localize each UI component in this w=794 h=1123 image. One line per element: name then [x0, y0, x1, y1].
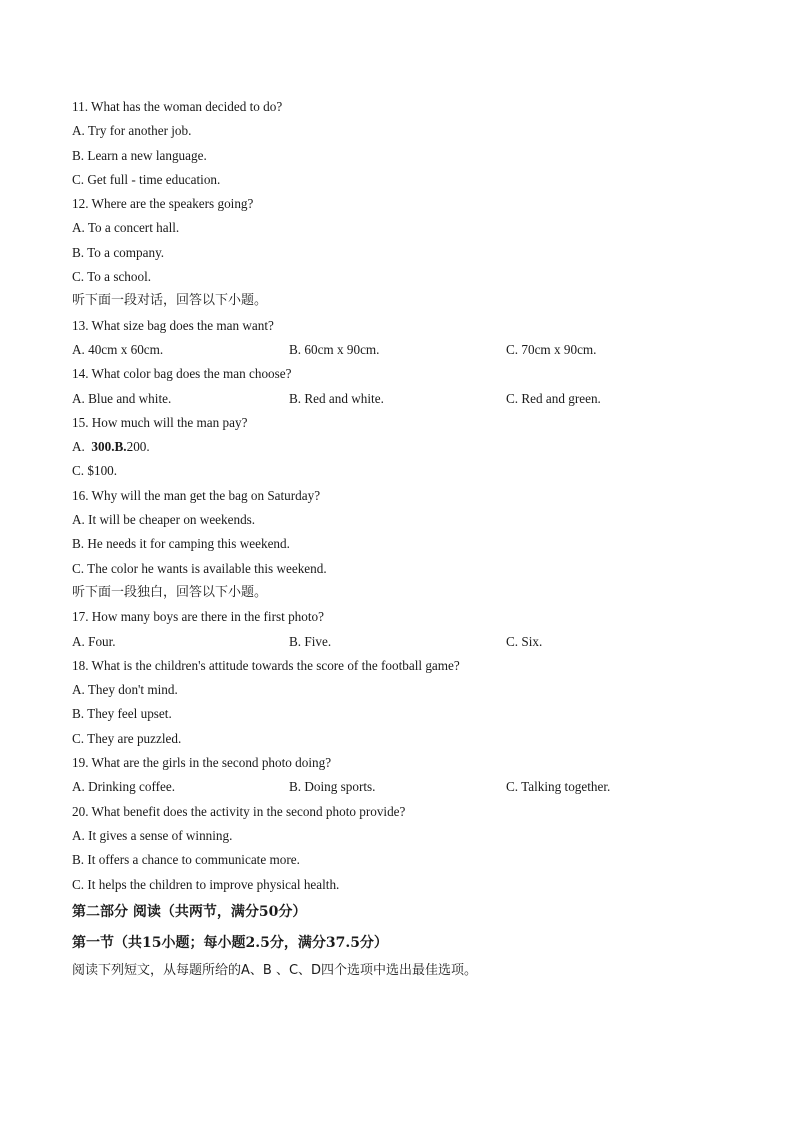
option-18a: A. They don't mind. — [72, 682, 178, 698]
question-13: 13. What size bag does the man want? — [72, 317, 274, 333]
option-14c: C. Red and green. — [506, 390, 601, 406]
option-12b: B. To a company. — [72, 244, 165, 260]
question-16: 16. Why will the man get the bag on Saturday? — [72, 487, 321, 503]
option-20c: C. It helps the children to improve physical health. — [72, 876, 340, 892]
option-18c: C. They are puzzled. — [72, 730, 182, 746]
options-14 — [72, 387, 732, 411]
option-14a: A. Blue and white. — [72, 390, 172, 406]
option-14b: B. Red and white. — [289, 390, 384, 406]
option-15ab — [72, 435, 732, 459]
option-17b: B. Five. — [289, 633, 332, 649]
question-15: 15. How much will the man pay? — [72, 414, 248, 430]
option-16c: C. The color he wants is available this weekend. — [72, 560, 327, 576]
option-15a-bold: 300.B. — [91, 439, 127, 455]
option-19a: A. Drinking coffee. — [72, 779, 176, 795]
question-18: 18. What is the children's attitude towards the score of the football game? — [72, 657, 460, 673]
option-20b: B. It offers a chance to communicate more. — [72, 852, 300, 868]
part2-title: 第二部分 阅读（共两节，满分50分） — [72, 903, 307, 920]
question-14: 14. What color bag does the man choose? — [72, 366, 292, 382]
option-15a-prefix: A. — [72, 439, 92, 455]
reading-instruction: 阅读下列短文，从每题所给的A、B 、C、D四个选项中选出最佳选项。 — [72, 962, 478, 978]
listening-instruction-dialogue: 听下面一段对话，回答以下小题。 — [72, 293, 268, 309]
option-17c: C. Six. — [506, 633, 543, 649]
question-19: 19. What are the girls in the second photo doing? — [72, 755, 332, 771]
exam-page — [72, 95, 732, 983]
question-12: 12. Where are the speakers going? — [72, 196, 254, 212]
option-12a: A. To a concert hall. — [72, 220, 180, 236]
option-17a: A. Four. — [72, 633, 116, 649]
option-13c: C. 70cm x 90cm. — [506, 341, 597, 357]
option-19c: C. Talking together. — [506, 779, 611, 795]
option-12c: C. To a school. — [72, 269, 152, 285]
options-19 — [72, 775, 732, 799]
question-11: 11. What has the woman decided to do? — [72, 99, 283, 114]
options-13 — [72, 338, 732, 362]
option-11b: B. Learn a new language. — [72, 147, 207, 163]
listening-instruction-monologue: 听下面一段独白，回答以下小题。 — [72, 584, 268, 600]
option-13a: A. 40cm x 60cm. — [72, 341, 164, 357]
option-15c: C. $100. — [72, 463, 118, 479]
option-13b: B. 60cm x 90cm. — [289, 341, 380, 357]
option-18b: B. They feel upset. — [72, 706, 172, 722]
option-16b: B. He needs it for camping this weekend. — [72, 536, 290, 552]
option-15b-rest: 200. — [126, 439, 150, 455]
section1-title: 第一节（共15小题；每小题2.5分，满分37.5分） — [72, 934, 388, 951]
question-17: 17. How many boys are there in the first photo? — [72, 609, 324, 625]
option-20a: A. It gives a sense of winning. — [72, 827, 233, 843]
option-16a: A. It will be cheaper on weekends. — [72, 512, 256, 528]
question-20: 20. What benefit does the activity in the second photo provide? — [72, 803, 406, 819]
options-17 — [72, 630, 732, 654]
option-11c: C. Get full - time education. — [72, 171, 221, 187]
option-19b: B. Doing sports. — [289, 779, 376, 795]
option-11a: A. Try for another job. — [72, 123, 192, 139]
